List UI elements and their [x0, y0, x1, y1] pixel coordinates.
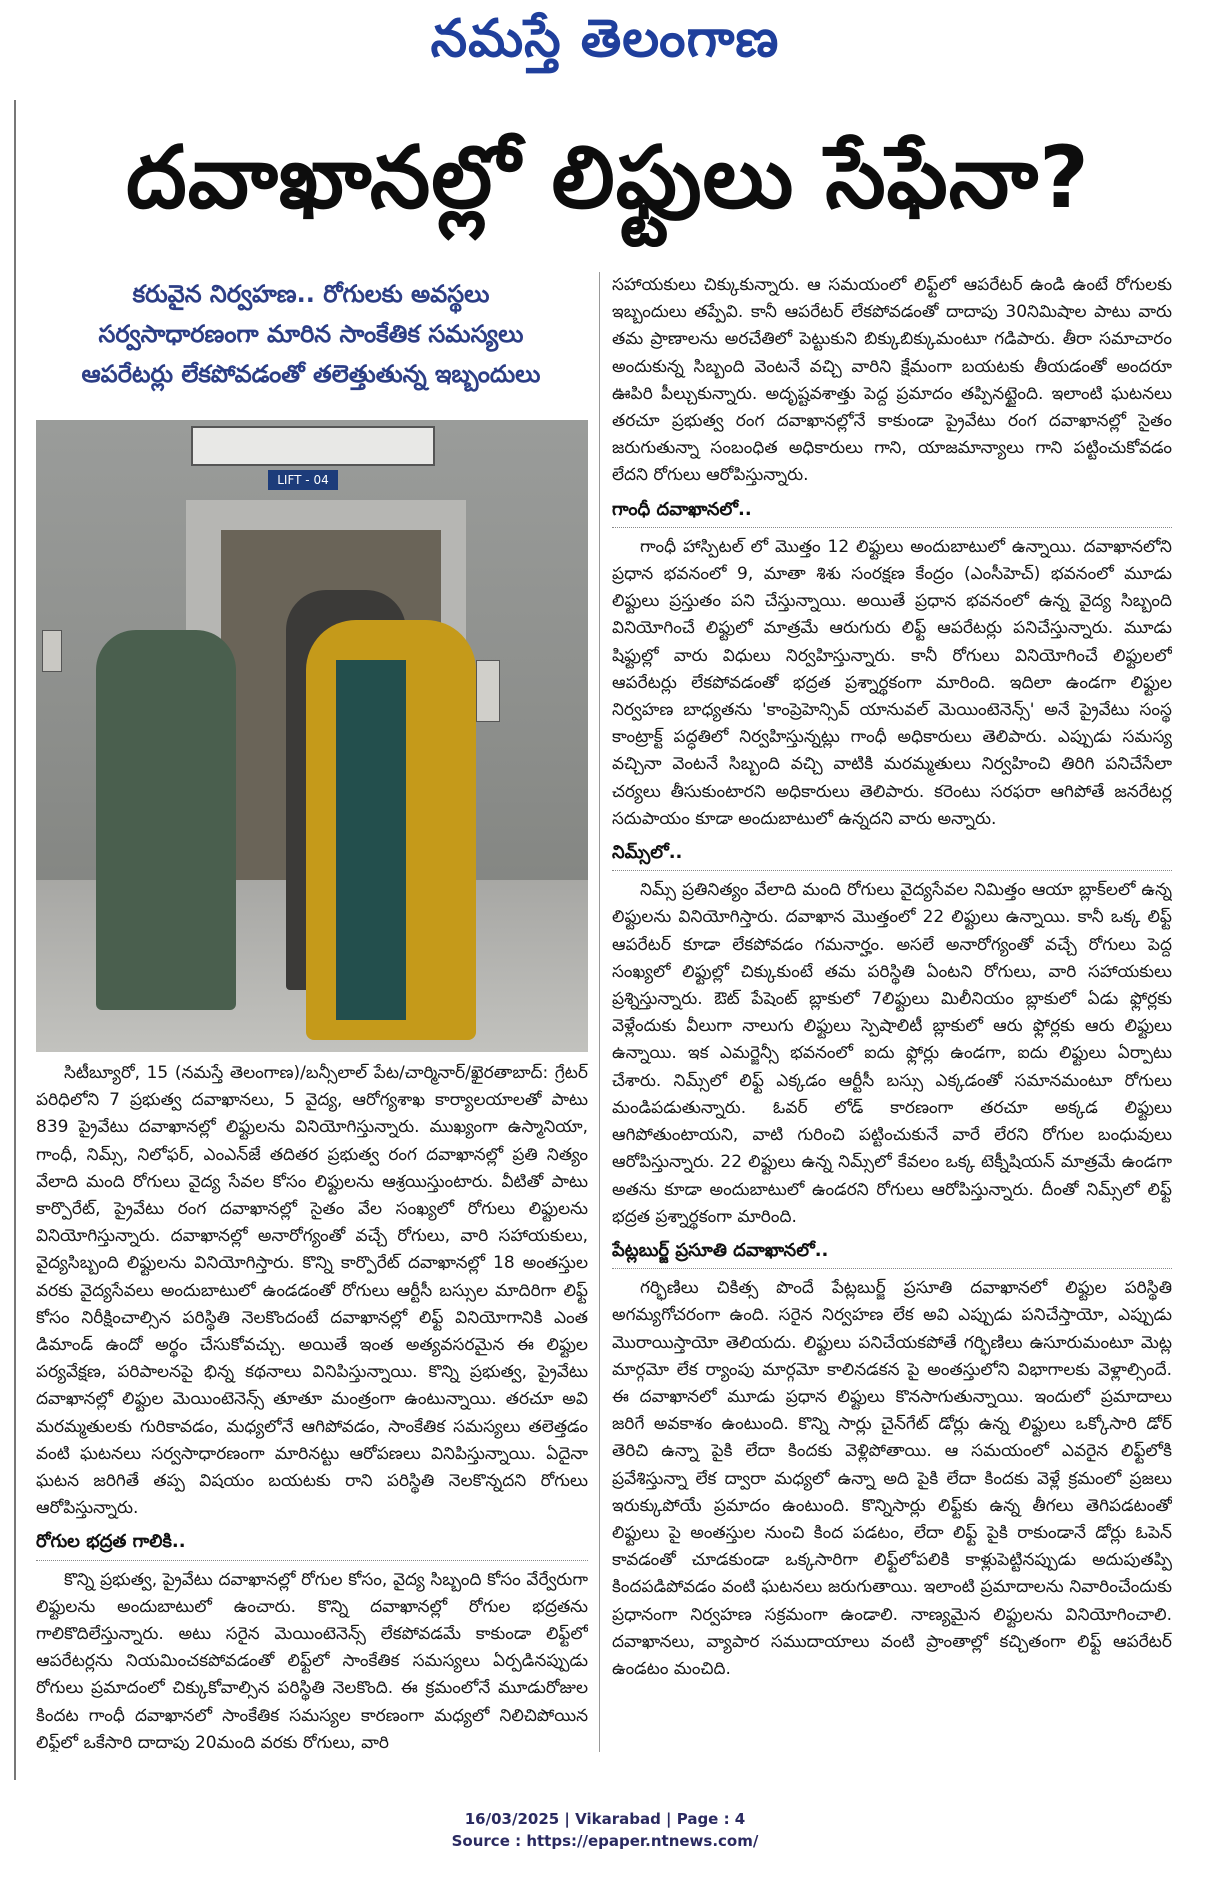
footer-date-edition: 16/03/2025 | Vikarabad | Page : 4 — [464, 1810, 746, 1828]
article-photo-lift — [36, 420, 588, 1052]
article-intro: సిటీబ్యూరో, 15 (నమస్తే తెలంగాణ)/బన్సీలాల్ పేట/చార్మినార్/ఖైరతాబాద్: గ్రేటర్ పరిధిలోని 7 ప్రభుత్వ దవాఖానలు, 5 వైద్య, ఆరోగ్యశాఖ కార్యాలయాలతో పాటు 839 ప్రైవేటు దవాఖానల్లో లిఫ్టులను వినియోగిస్తున్నారు. ముఖ్యంగా ఉస్మానియా, గాంధీ, నిమ్స్, నిలోఫర్, ఎంఎన్‌జే తదితర ప్రభుత్వ రంగ దవాఖానల్లో ప్రతి నిత్యం వేలాది మంది రోగులు వైద్య సేవల కోసం లిఫ్టులను ఆశ్రయిస్తుంటారు. వీటితో పాటు కార్పొరేట్, ప్రైవేటు రంగ దవాఖానల్లో సైతం వేల సంఖ్యలో రోగులు లిఫ్టులను వినియోగిస్తున్నారు. దవాఖానల్లో అనారోగ్యంతో వచ్చే రోగులు, వారి సహాయకులు, వైద్యసిబ్బంది లిఫ్టులను వినియోగిస్తారు. కొన్ని కార్పొరేట్ దవాఖానల్లో 18 అంతస్తుల వరకు వైద్యసేవలు అందుబాటులో ఉండడంతో రోగులు ఆర్టీసీ బస్సుల మాదిరిగా లిఫ్ట్ కోసం నిరీక్షించాల్సిన పరిస్థితి నెలకొందంటే దవాఖానల్లో లిఫ్ట్ వినియోగానికి ఎంత డిమాండ్ ఉందో అర్థం చేసుకోవచ్చు. అయితే ఇంత అత్యవసరమైన ఈ లిఫ్టుల పర్యవేక్షణ, పరిపాలనపై భిన్న కథనాలు వినిపిస్తున్నాయి. కొన్ని ప్రభుత్వ, ప్రైవేటు దవాఖానల్లో లిఫ్టుల మెయింటెనెన్స్ తూతూ మంత్రంగా ఉంటున్నాయి. తరచూ అవి మరమ్మతులకు గురికావడం, మధ్యలోనే ఆగిపోవడం, సాంకేతిక సమస్యలు తలెత్తడం వంటి ఘటనలు సర్వసాధారణంగా మారినట్టు ఆరోపణలు వినిపిస్తున్నాయి. ఏదైనా ఘటన జరిగితే తప్ప విషయం బయటకు రాని పరిస్థితి నెలకొన్నదని రోగులు ఆరోపిస్తున్నారు. — [36, 1063, 588, 1519]
section-body-petlaburj: గర్భిణిలు చికిత్స పొందే పేట్లబుర్జ్ ప్రసూతి దవాఖానలో లిఫ్టుల పరిస్థితి అగమ్యగోచరంగా ఉంది. సరైన నిర్వహణ లేక అవి ఎప్పుడు పనిచేస్తాయో, ఎప్పుడు మొరాయిస్తాయో తెలియదు. లిఫ్టులు పనిచేయకపోతే గర్భిణిలు ఉసూరుమంటూ మెట్ల మార్గమో లేక ర్యాంపు మార్గమో కాలినడకన పై అంతస్తులోని విభాగాలకు వెళ్లాల్సిందే. ఈ దవాఖానలో మూడు ప్రధాన లిఫ్టులు కొనసాగుతున్నాయి. ఇందులో ప్రమాదాలు జరిగే అవకాశం ఉంటుంది. కొన్ని సార్లు చైన్‌గేట్ డోర్లు ఉన్న లిఫ్టులు ఒక్కోసారి డోర్ తెరిచి ఉన్నా పైకి లేదా కిందకు వెళ్లిపోతాయి. ఆ సమయంలో ఎవరైన లిఫ్ట్‌లోకి ప్రవేశిస్తున్నా లేక ద్వారా మధ్యలో ఉన్నా అది పైకి లేదా కిందకు వెళ్లే క్రమంలో ప్రజలు ఇరుక్కుపోయే ప్రమాదం ఉంటుంది. కొన్నిసార్లు లిఫ్ట్‌కు ఉన్న తీగలు తెగిపడటంతో లిఫ్టులు పై అంతస్తుల నుంచి కింద పడటం, లేదా లిఫ్ట్ పైకి రాకుండానే డోర్లు ఓపెన్ కావడంతో చూడకుండా ఒక్కసారిగా లిఫ్ట్‌లోపలికి కాళ్లుపెట్టినప్పుడు అదుపుతప్పి కిందపడిపోవడం వంటి ఘటనలు జరుగుతాయి. ఇలాంటి ప్రమాదాలను నివారించేందుకు ప్రధానంగా నిర్వహణ సక్రమంగా ఉండాలి. నాణ్యమైన లిఫ్టులను వినియోగించాలి. దవాఖానలు, వ్యాపార సముదాయాలు వంటి ప్రాంతాల్లో కచ్చితంగా లిఫ్ట్ ఆపరేటర్ ఉండటం మంచిది. — [612, 1278, 1172, 1679]
photo-lift-label: LIFT - 04 — [268, 470, 338, 490]
right-column — [612, 272, 1172, 1754]
footer-source-link[interactable]: Source : https://epaper.ntnews.com/ — [451, 1832, 759, 1850]
section-body-nims: నిమ్స్ ప్రతినిత్యం వేలాది మంది రోగులు వైద్యసేవల నిమిత్తం ఆయా బ్లాక్‌లలో ఉన్న లిఫ్టులను వినియోగిస్తారు. దవాఖాన మొత్తంలో 22 లిఫ్టులు ఉన్నాయి. కానీ ఒక్క లిఫ్ట్ ఆపరేటర్ కూడా లేకపోవడం గమనార్హం. అసలే అనారోగ్యంతో వచ్చే రోగులు పెద్ద సంఖ్యలో లిఫ్టుల్లో చిక్కుకుంటే తమ పరిస్థితి ఏంటని రోగులు, వారి సహాయకులు ప్రశ్నిస్తున్నారు. ఔట్ పేషెంట్ బ్లాకులో 7లిఫ్టులు మిలీనియం బ్లాకులో ఏడు ఫ్లోర్లకు వెళ్లేందుకు వీలుగా నాలుగు లిఫ్టులు స్పెషాలిటీ బ్లాకులో ఆరు ఫ్లోర్లకు ఆరు లిఫ్టులు ఉన్నాయి. ఇక ఎమర్జెన్సీ భవనంలో ఐదు ఫ్లోర్లు ఉండగా, ఐదు లిఫ్టులు ఏర్పాటు చేశారు. నిమ్స్‌లో లిఫ్ట్ ఎక్కడం ఆర్టీసీ బస్సు ఎక్కడంతో సమానమంటూ రోగులు మండిపడుతున్నారు. ఓవర్ లోడ్ కారణంగా తరచూ అక్కడ లిఫ్టులు ఆగిపోతుంటాయని, వాటి గురించి పట్టించుకునే వారే లేరని రోగుల బంధువులు ఆరోపిస్తున్నారు. 22 లిఫ్టులు ఉన్న నిమ్స్‌లో కేవలం ఒక్క టెక్నీషియన్ మాత్రమే ఉండగా అతను కూడా అందుబాటులో ఉండరని రోగులు ఆరోపిస్తున్నారు. దీంతో నిమ్స్‌లో లిఫ్ట్ భద్రత ప్రశ్నార్థకంగా మారింది. — [612, 880, 1172, 1227]
column-divider — [599, 272, 600, 1752]
article-continuation: సహాయకులు చిక్కుకున్నారు. ఆ సమయంలో లిఫ్ట్‌లో ఆపరేటర్ ఉండి ఉంటే రోగులకు ఇబ్బందులు తప్పేవి. కానీ ఆపరేటర్ లేకపోవడంతో దాదాపు 30నిమిషాల పాటు వారు తమ ప్రాణాలను అరచేతిలో పెట్టుకుని బిక్కుబిక్కుమంటూ గడిపారు. తీరా సమాచారం అందుకున్న సిబ్బంది వెంటనే వచ్చి వారిని క్షేమంగా బయటకు తీయడంతో అందరూ ఊపిరి పీల్చుకున్నారు. అదృష్టవశాత్తు పెద్ద ప్రమాదం తప్పినట్టైంది. ఇలాంటి ఘటనలు తరచూ ప్రభుత్వ రంగ దవాఖానల్లోనే కాకుండా ప్రైవేటు రంగ దవాఖానల్లో సైతం జరుగుతున్నా సంబంధిత అధికారులు గాని, యాజమాన్యాలు గాని పట్టించుకోవడం లేదని రోగులు ఆరోపిస్తున్నారు. — [612, 275, 1172, 486]
left-column — [36, 1060, 588, 1752]
photo-saree-drape — [336, 660, 406, 1020]
subheadline-1: కరువైన నిర్వహణ.. రోగులకు అవస్థలు — [132, 280, 490, 308]
article-headline: దవాఖానల్లో లిఫ్టులు సేఫేనా? — [126, 128, 1090, 228]
section-body-patient-safety: కొన్ని ప్రభుత్వ, ప్రైవేటు దవాఖానల్లో రోగుల కోసం, వైద్య సిబ్బంది కోసం వేర్వేరుగా లిఫ్టులను అందుబాటులో ఉంచారు. కొన్ని దవాఖానల్లో రోగుల భద్రతను గాలికొదిలేస్తున్నారు. అటు సరైన మెయింటెనెన్స్ లేకపోవడమే కాకుండా లిఫ్ట్‌లో ఆపరేటర్లను నియమించకపోవడంతో లిఫ్ట్‌లో సాంకేతిక సమస్యలు ఏర్పడినప్పుడు రోగులు ప్రమాదంలో చిక్కుకోవాల్సిన పరిస్థితి నెలకొంది. ఈ క్రమంలోనే మూడురోజుల కిందట గాంధీ దవాఖానలో సాంకేతిక సమస్యల కారణంగా మధ్యలో నిలిచిపోయిన లిఫ్ట్‌లో ఒకేసారి దాదాపు 20మంది వరకు రోగులు, వారి — [36, 1569, 588, 1752]
photo-wall-switch — [42, 630, 62, 672]
section-title-petlaburj: పేట్లబుర్జ్ ప్రసూతి దవాఖానలో.. — [612, 1237, 1172, 1269]
section-body-gandhi: గాంధీ హాస్పిటల్ లో మొత్తం 12 లిఫ్టులు అందుబాటులో ఉన్నాయి. దవాఖానలోని ప్రధాన భవనంలో 9, మాతా శిశు సంరక్షణ కేంద్రం (ఎంసీహెచ్) భవనంలో మూడు లిఫ్టులు ప్రస్తుతం పని చేస్తున్నాయి. అయితే ప్రధాన భవనంలో ఉన్న వైద్య సిబ్బంది వినియోగించే లిఫ్టులో మాత్రమే ఆరుగురు లిఫ్ట్ ఆపరేటర్లు పనిచేస్తున్నారు. మూడు షిఫ్టుల్లో వారు విధులు నిర్వహిస్తున్నారు. కానీ రోగులు వినియోగించే లిఫ్టులలో ఆపరేటర్లు లేకపోవడంతో భద్రత ప్రశ్నార్థకంగా మారింది. ఇదిలా ఉండగా లిఫ్టుల నిర్వహణ బాధ్యతను 'కాంప్రెహెన్సివ్ యానువల్ మెయింటెనెన్స్' అనే ప్రైవేటు సంస్థ కాంట్రాక్ట్ పద్ధతిలో నిర్వహిస్తున్నట్లు గాంధీ అధికారులు తెలిపారు. ఎప్పుడు సమస్య వచ్చినా వెంటనే సిబ్బంది వచ్చి వాటికి మరమ్మతులు నిర్వహించి తిరిగి పనిచేసేలా చర్యలు తీసుకుంటారని అధికారులు తెలిపారు. కరెంటు సరఫరా ఆగిపోతే జనరేటర్ల సదుపాయం కూడా అందుబాటులో ఉన్నదని వారు అన్నారు. — [612, 536, 1172, 829]
photo-person-green — [96, 630, 236, 1010]
photo-sign-board — [191, 426, 435, 466]
subheadlines — [36, 274, 586, 394]
section-title-gandhi: గాంధీ దవాఖానలో.. — [612, 496, 1172, 528]
masthead-logo: నమస్తే తెలంగాణ — [430, 8, 780, 69]
section-title-nims: నిమ్స్‌లో.. — [612, 839, 1172, 871]
page-footer — [0, 1808, 1210, 1852]
photo-call-panel — [476, 660, 500, 722]
section-title-patient-safety: రోగుల భద్రత గాలికి.. — [36, 1528, 588, 1560]
subheadline-2: సర్వసాధారణంగా మారిన సాంకేతిక సమస్యలు — [98, 320, 524, 348]
page-border-left — [14, 100, 16, 1780]
subheadline-3: ఆపరేటర్లు లేకపోవడంతో తలెత్తుతున్న ఇబ్బందులు — [81, 360, 541, 388]
